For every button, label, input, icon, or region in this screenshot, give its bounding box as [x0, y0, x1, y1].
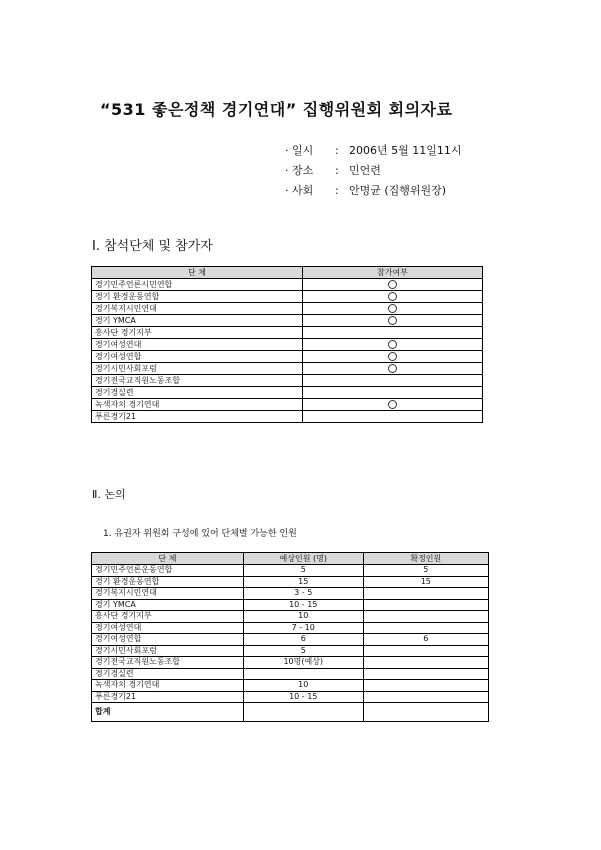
header-expected: 예상인원 (명) — [243, 553, 363, 565]
org-name-cell: 흥사단 경기지부 — [92, 327, 303, 339]
meta-separator: : — [335, 144, 339, 157]
confirmed-cell — [363, 680, 488, 692]
table-row — [92, 363, 483, 375]
total-row — [92, 703, 489, 722]
table-row — [92, 411, 483, 423]
expected-cell — [243, 668, 363, 680]
meta-date — [285, 141, 461, 161]
attend-circle-icon — [388, 340, 397, 349]
expected-cell: 6 — [243, 634, 363, 646]
org-name-cell: 경기전국교직원노동조합 — [92, 657, 244, 669]
table-row — [92, 303, 483, 315]
attend-cell — [302, 279, 482, 291]
attendance-table-body — [92, 279, 483, 423]
confirmed-cell — [363, 611, 488, 623]
attend-cell — [302, 363, 482, 375]
confirmed-cell — [363, 691, 488, 703]
meta-value: 2006년 5월 11일11시 — [349, 144, 462, 157]
header-confirmed: 확정인원 — [363, 553, 488, 565]
table-row — [92, 691, 489, 703]
expected-cell: 10 - 15 — [243, 691, 363, 703]
org-name-cell: 흥사단 경기지부 — [92, 611, 244, 623]
attend-cell — [302, 327, 482, 339]
org-name-cell: 경기 환경운동연합 — [92, 576, 244, 588]
section2-subheading: 1. 유권자 위원회 구성에 있어 단체별 가능한 인원 — [103, 529, 297, 539]
header-org: 단 체 — [92, 553, 244, 565]
header-org: 단 체 — [92, 267, 303, 279]
meta-label: · 일시 — [285, 144, 314, 157]
member-count-table — [91, 552, 489, 722]
org-name-cell: 경기 YMCA — [92, 599, 244, 611]
table-row — [92, 279, 483, 291]
expected-cell: 10명(예상) — [243, 657, 363, 669]
expected-cell: 10 - 15 — [243, 599, 363, 611]
expected-cell: 7 - 10 — [243, 622, 363, 634]
table-row — [92, 611, 489, 623]
section1-heading: Ⅰ. 참석단체 및 참가자 — [92, 239, 213, 254]
meta-value: 민언련 — [349, 164, 381, 177]
table-row — [92, 668, 489, 680]
attend-cell — [302, 303, 482, 315]
confirmed-cell — [363, 645, 488, 657]
attend-cell — [302, 375, 482, 387]
attend-circle-icon — [388, 280, 397, 289]
attendance-table — [91, 266, 483, 423]
table-row — [92, 315, 483, 327]
meeting-meta — [285, 141, 461, 201]
confirmed-cell — [363, 599, 488, 611]
attend-circle-icon — [388, 364, 397, 373]
org-name-cell: 경기여성연합 — [92, 634, 244, 646]
attend-circle-icon — [388, 352, 397, 361]
expected-cell: 3 - 5 — [243, 588, 363, 600]
attend-cell — [302, 315, 482, 327]
confirmed-cell: 15 — [363, 576, 488, 588]
org-name-cell: 경기경실련 — [92, 668, 244, 680]
org-name-cell: 푸른경기21 — [92, 411, 303, 423]
meta-value: 안명균 (집행위원장) — [349, 184, 447, 197]
org-name-cell: 경기민주언론운동연합 — [92, 565, 244, 577]
attend-circle-icon — [388, 400, 397, 409]
table-row — [92, 327, 483, 339]
table-row — [92, 399, 483, 411]
total-expected-cell — [243, 703, 363, 722]
attend-cell — [302, 411, 482, 423]
confirmed-cell — [363, 657, 488, 669]
meta-separator: : — [335, 184, 339, 197]
table-row — [92, 645, 489, 657]
org-name-cell: 녹색자치 경기연대 — [92, 680, 244, 692]
table-row — [92, 634, 489, 646]
attend-circle-icon — [388, 292, 397, 301]
org-name-cell: 경기시민사회포럼 — [92, 363, 303, 375]
document-title: “531 좋은정책 경기연대” 집행위원회 회의자료 — [100, 100, 453, 119]
table-row — [92, 680, 489, 692]
confirmed-cell — [363, 588, 488, 600]
table-row — [92, 351, 483, 363]
org-name-cell: 경기여성연합 — [92, 351, 303, 363]
meta-host — [285, 181, 461, 201]
attend-cell — [302, 351, 482, 363]
org-name-cell: 경기여성연대 — [92, 339, 303, 351]
table-row — [92, 588, 489, 600]
expected-cell: 5 — [243, 645, 363, 657]
confirmed-cell — [363, 622, 488, 634]
header-attend: 참가여부 — [302, 267, 482, 279]
expected-cell: 10 — [243, 680, 363, 692]
section2-heading: Ⅱ. 논의 — [92, 488, 126, 501]
org-name-cell: 경기시민사회포럼 — [92, 645, 244, 657]
org-name-cell: 녹색자치 경기연대 — [92, 399, 303, 411]
table-row — [92, 291, 483, 303]
table-header-row — [92, 553, 489, 565]
table-row — [92, 387, 483, 399]
org-name-cell: 경기 환경운동연합 — [92, 291, 303, 303]
attend-cell — [302, 387, 482, 399]
meta-place — [285, 161, 461, 181]
org-name-cell: 경기복지시민연대 — [92, 303, 303, 315]
org-name-cell: 경기복지시민연대 — [92, 588, 244, 600]
table-row — [92, 565, 489, 577]
attend-circle-icon — [388, 316, 397, 325]
confirmed-cell — [363, 668, 488, 680]
table-row — [92, 622, 489, 634]
attend-cell — [302, 339, 482, 351]
attend-cell — [302, 399, 482, 411]
meta-label: · 장소 — [285, 164, 314, 177]
expected-cell: 10 — [243, 611, 363, 623]
total-label-cell: 합계 — [92, 703, 244, 722]
attend-circle-icon — [388, 304, 397, 313]
org-name-cell: 경기경실련 — [92, 387, 303, 399]
table-row — [92, 339, 483, 351]
table-row — [92, 576, 489, 588]
org-name-cell: 경기전국교직원노동조합 — [92, 375, 303, 387]
meta-label: · 사회 — [285, 184, 314, 197]
expected-cell: 15 — [243, 576, 363, 588]
meta-separator: : — [335, 164, 339, 177]
org-name-cell: 경기여성연대 — [92, 622, 244, 634]
total-confirmed-cell — [363, 703, 488, 722]
org-name-cell: 경기 YMCA — [92, 315, 303, 327]
table-row — [92, 657, 489, 669]
org-name-cell: 경기민주언론시민연합 — [92, 279, 303, 291]
org-name-cell: 푸른경기21 — [92, 691, 244, 703]
table-header-row — [92, 267, 483, 279]
attend-cell — [302, 291, 482, 303]
expected-cell: 5 — [243, 565, 363, 577]
confirmed-cell: 6 — [363, 634, 488, 646]
confirmed-cell: 5 — [363, 565, 488, 577]
member-count-table-body — [92, 565, 489, 722]
table-row — [92, 375, 483, 387]
table-row — [92, 599, 489, 611]
